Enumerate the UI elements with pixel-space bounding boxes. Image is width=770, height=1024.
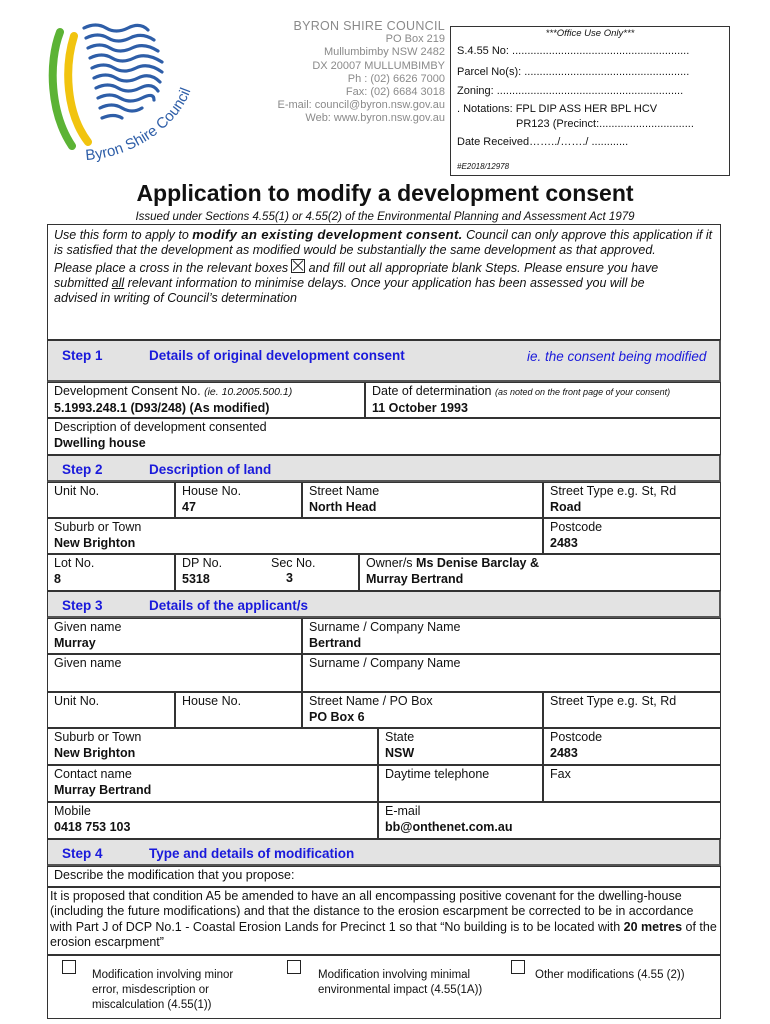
step4-header xyxy=(47,839,721,866)
applicant-suburb-field[interactable]: Suburb or Town New Brighton xyxy=(47,728,378,765)
describe-modification-label: Describe the modification that you propose: xyxy=(47,866,721,887)
zoning-field: Zoning: ............................................................. xyxy=(457,85,684,97)
applicant2-surname-field[interactable]: Surname / Company Name xyxy=(302,654,721,692)
address-line: Mullumbimby NSW 2482 xyxy=(323,46,445,59)
step4-title: Type and details of modification xyxy=(149,846,355,861)
intro-text: Use this form to apply to modify an existing development consent. Council can only approve this application if it is satisfied that the development as modified would be substantially the same development as that approved. Please place a cross in the relevant boxes and fill out all appropriate blank Steps. Please ensure you have submitted all relevant information to minimise delays. Once your application has been assessed you will be advised in writing of Council’s determination xyxy=(47,224,721,340)
step2-title: Description of land xyxy=(149,462,272,477)
owner-field[interactable]: Owner/s Ms Denise Barclay & Murray Bertrand xyxy=(359,554,721,591)
s455-field: S.4.55 No: .......................................................... xyxy=(457,45,690,57)
council-name: BYRON SHIRE COUNCIL xyxy=(293,19,445,33)
land-house-field[interactable]: House No. 47 xyxy=(175,482,302,518)
contact-name-field[interactable]: Contact name Murray Bertrand xyxy=(47,765,378,802)
applicant-street-field[interactable]: Street Name / PO Box PO Box 6 xyxy=(302,692,543,728)
applicant-house-field[interactable]: House No. xyxy=(175,692,302,728)
applicant-postcode-field[interactable]: Postcode 2483 xyxy=(543,728,721,765)
step2-number: Step 2 xyxy=(62,462,103,477)
minimal-impact-option: Modification involving minimal environmental impact (4.55(1A)) xyxy=(318,969,483,996)
step1-number: Step 1 xyxy=(62,348,103,363)
reference-number: #E2018/12978 xyxy=(457,162,510,171)
step2-header xyxy=(47,455,721,482)
address-line: DX 20007 MULLUMBIMBY xyxy=(312,59,445,72)
precinct-field: PR123 (Precinct:............................... xyxy=(516,118,694,130)
form-subtitle: Issued under Sections 4.55(1) or 4.55(2) of the Environmental Planning and Assessment Act 1979 xyxy=(135,211,635,223)
parcel-field: Parcel No(s): ...................................................... xyxy=(457,66,690,78)
cross-box-icon xyxy=(291,259,305,273)
applicant-street-type-field[interactable]: Street Type e.g. St, Rd xyxy=(543,692,721,728)
applicant2-given-field[interactable]: Given name xyxy=(47,654,302,692)
step1-title: Details of original development consent xyxy=(149,348,405,363)
development-description-value: Dwelling house xyxy=(54,435,146,450)
land-street-field[interactable]: Street Name North Head xyxy=(302,482,543,518)
land-postcode-field[interactable]: Postcode 2483 xyxy=(543,518,721,554)
step4-number: Step 4 xyxy=(62,846,103,861)
applicant-unit-field[interactable]: Unit No. xyxy=(47,692,175,728)
fax-field[interactable]: Fax xyxy=(543,765,721,802)
applicant-given-field[interactable]: Given name Murray xyxy=(47,618,302,654)
land-unit-field[interactable]: Unit No. xyxy=(47,482,175,518)
daytime-phone-field[interactable]: Daytime telephone xyxy=(378,765,543,802)
consent-number-field[interactable]: Development Consent No. (ie. 10.2005.500.1) 5.1993.248.1 (D93/248) (As modified) xyxy=(47,382,365,418)
step1-header xyxy=(47,340,721,382)
minor-error-option: Modification involving minor error, misdescription or miscalculation (4.55(1)) xyxy=(92,969,234,1011)
web-line: Web: www.byron.nsw.gov.au xyxy=(305,112,445,125)
office-use-box xyxy=(450,26,730,176)
proposal-text-field[interactable]: It is proposed that condition A5 be amended to have an all encompassing positive covenant for the dwelling-house (including the future modifications) and that the distance to the erosion escarpment be corrected to be in accordance with Part J of DCP No.1 - Coastal Erosion Lands for Precinct 1 so that “No building is to be located with 20 metres of the erosion escarpment” xyxy=(47,887,721,955)
minimal-impact-checkbox[interactable] xyxy=(287,960,301,974)
council-logo xyxy=(40,18,200,168)
office-use-header: ***Office Use Only*** xyxy=(545,28,635,39)
email-field[interactable]: E-mail bb@onthenet.com.au xyxy=(378,802,721,839)
determination-date-value: 11 October 1993 xyxy=(372,400,468,415)
development-description-field[interactable]: Description of development consented Dwelling house xyxy=(47,418,721,455)
step3-header xyxy=(47,591,721,618)
intro-emphasis: modify an existing development consent. xyxy=(192,227,463,242)
lot-field[interactable]: Lot No. 8 xyxy=(47,554,175,591)
applicant-state-field[interactable]: State NSW xyxy=(378,728,543,765)
dp-sec-field[interactable]: DP No. Sec No. 5318 3 xyxy=(175,554,359,591)
date-received-field: Date Received……../……./ ............ xyxy=(457,136,629,148)
applicant-surname-field[interactable]: Surname / Company Name Bertrand xyxy=(302,618,721,654)
phone-line: Ph : (02) 6626 7000 xyxy=(347,72,445,85)
fax-line: Fax: (02) 6684 3018 xyxy=(345,86,445,99)
mobile-field[interactable]: Mobile 0418 753 103 xyxy=(47,802,378,839)
email-line: E-mail: council@byron.nsw.gov.au xyxy=(277,99,445,112)
other-modifications-option: Other modifications (4.55 (2)) xyxy=(535,969,685,981)
step3-number: Step 3 xyxy=(62,598,103,613)
other-modifications-checkbox[interactable] xyxy=(511,960,525,974)
council-address xyxy=(250,20,445,126)
land-suburb-field[interactable]: Suburb or Town New Brighton xyxy=(47,518,543,554)
address-line: PO Box 219 xyxy=(385,33,445,46)
form-title: Application to modify a development consent xyxy=(136,180,634,206)
notations-field: . Notations: FPL DIP ASS HER BPL HCV xyxy=(457,103,658,115)
land-street-type-field[interactable]: Street Type e.g. St, Rd Road xyxy=(543,482,721,518)
minor-error-checkbox[interactable] xyxy=(62,960,76,974)
determination-date-field[interactable]: Date of determination (as noted on the front page of your consent) 11 October 1993 xyxy=(365,382,721,418)
step1-note: ie. the consent being modified xyxy=(527,349,707,364)
logo-text: Byron Shire Council xyxy=(84,85,195,165)
step3-title: Details of the applicant/s xyxy=(149,598,309,613)
consent-number-value: 5.1993.248.1 (D93/248) (As modified) xyxy=(54,400,270,415)
